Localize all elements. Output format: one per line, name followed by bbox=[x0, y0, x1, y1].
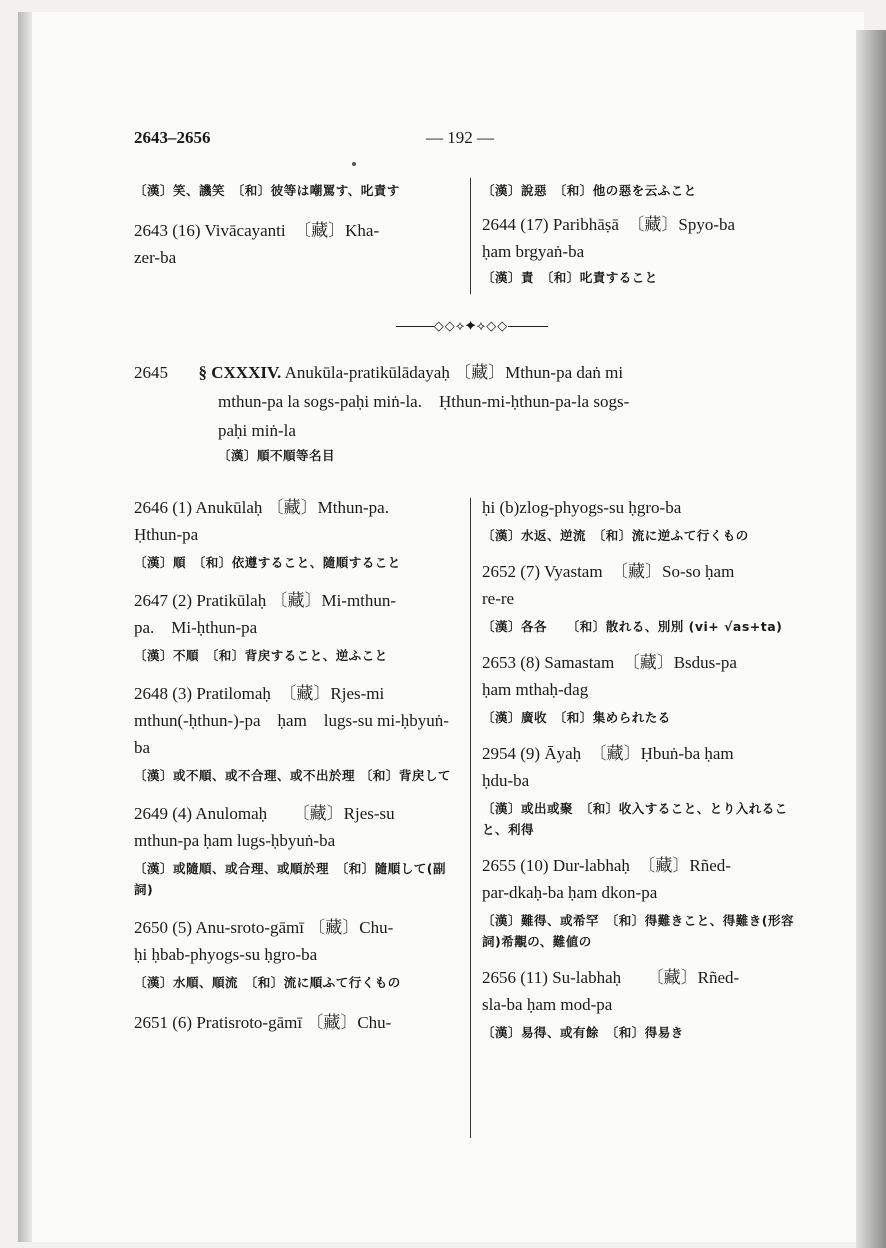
entry-gloss: 〔漢〕或出或聚 〔和〕收入すること、とり入れること、利得 bbox=[482, 801, 788, 837]
entry-2646 bbox=[134, 494, 460, 573]
section-ornament bbox=[386, 318, 556, 334]
top-left-column bbox=[134, 180, 460, 271]
page-number: — 192 — bbox=[426, 128, 494, 147]
ornament-line-right bbox=[508, 326, 548, 327]
left-column bbox=[134, 494, 460, 1036]
entry-gloss: 〔漢〕難得、或希罕 〔和〕得難きこと、得難き(形容詞)希覯の、難値の bbox=[482, 913, 794, 949]
entry-rest: Ḥthun-pa bbox=[134, 525, 199, 544]
section-gloss: 〔漢〕順不順等名目 bbox=[218, 448, 336, 463]
entry-rest: re-re bbox=[482, 589, 515, 608]
entry-2651-cont bbox=[482, 494, 812, 546]
entry-head: 2652 (7) Vyastam 〔藏〕So-so ḥam bbox=[482, 562, 735, 581]
entry-rest: ḥi (b)zlog-phyogs-su ḥgro-ba bbox=[482, 498, 682, 517]
entry-2653 bbox=[482, 649, 812, 728]
top-right-column bbox=[482, 180, 812, 288]
entry-2647 bbox=[134, 587, 460, 666]
entry-gloss: 〔漢〕各各 〔和〕散れる、別別 (vi+ √as+ta) bbox=[482, 619, 783, 634]
entry-2651 bbox=[134, 1009, 460, 1036]
section-title: § CXXXIV. bbox=[198, 363, 282, 382]
entry-2656 bbox=[482, 964, 812, 1043]
ink-speck bbox=[352, 162, 356, 166]
entry-head: 2646 (1) Anukūlaḥ 〔藏〕Mthun-pa. bbox=[134, 498, 389, 517]
section-heading bbox=[134, 358, 814, 466]
entry-rest: mthun(-ḥthun-)-pa ḥam lugs-su mi-ḥbyuṅ-ba bbox=[134, 711, 449, 757]
entry-2643-rest: zer-ba bbox=[134, 248, 177, 267]
entry-2644-head: 2644 (17) Paribhāṣā 〔藏〕Spyo-ba bbox=[482, 215, 736, 234]
entry-gloss: 〔漢〕或隨順、或合理、或順於理 〔和〕隨順して(副詞) bbox=[134, 861, 446, 897]
entry-head: 2653 (8) Samastam 〔藏〕Bsdus-pa bbox=[482, 653, 737, 672]
column-divider-main bbox=[470, 498, 471, 1138]
entry-rest: ḥi ḥbab-phyogs-su ḥgro-ba bbox=[134, 945, 318, 964]
entry-2655 bbox=[482, 852, 812, 952]
entry-rest: ḥdu-ba bbox=[482, 771, 530, 790]
ornament-line-left bbox=[396, 326, 434, 327]
entry-2643-head: 2643 (16) Vivācayanti 〔藏〕Kha- bbox=[134, 221, 380, 240]
entry-2654 bbox=[482, 740, 812, 840]
section-line-1-text: Anukūla-pratikūlādayaḥ 〔藏〕Mthun-pa daṅ mi bbox=[284, 363, 624, 382]
page-outer-edge bbox=[856, 30, 886, 1248]
entry-gloss: 〔漢〕順 〔和〕依遵すること、隨順すること bbox=[134, 555, 401, 570]
column-divider-top bbox=[470, 178, 471, 294]
entry-gloss: 〔漢〕廣收 〔和〕集められたる bbox=[482, 710, 671, 725]
section-line-1 bbox=[134, 358, 814, 387]
entry-head: 2648 (3) Pratilomaḥ 〔藏〕Rjes-mi bbox=[134, 684, 385, 703]
entry-head: 2649 (4) Anulomaḥ 〔藏〕Rjes-su bbox=[134, 804, 395, 823]
entry-2649 bbox=[134, 800, 460, 900]
entry-gloss: 〔漢〕不順 〔和〕背戻すること、逆ふこと bbox=[134, 648, 388, 663]
entry-head: 2651 (6) Pratisroto-gāmī 〔藏〕Chu- bbox=[134, 1013, 392, 1032]
entry-rest: pa. Mi-ḥthun-pa bbox=[134, 618, 258, 637]
entry-rest: par-dkaḥ-ba ḥam dkon-pa bbox=[482, 883, 658, 902]
entry-rest: sla-ba ḥam mod-pa bbox=[482, 995, 613, 1014]
entry-2644-rest: ḥam brgyaṅ-ba bbox=[482, 242, 585, 261]
right-column bbox=[482, 494, 812, 1043]
section-number: 2645 bbox=[134, 363, 168, 382]
entry-head: 2655 (10) Dur-labhaḥ 〔藏〕Rñed- bbox=[482, 856, 731, 875]
entry-gloss: 〔漢〕或不順、或不合理、或不出於理 〔和〕背戻して bbox=[134, 768, 451, 783]
entry-head: 2650 (5) Anu-sroto-gāmī 〔藏〕Chu- bbox=[134, 918, 394, 937]
ornament-glyphs: ◇◇⟡✦⟡◇◇ bbox=[433, 318, 509, 333]
entry-gloss: 〔漢〕水順、順流 〔和〕流に順ふて行くもの bbox=[134, 975, 401, 990]
entry-head: 2954 (9) Āyaḥ 〔藏〕Ḥbuṅ-ba ḥam bbox=[482, 744, 734, 763]
entry-rest: ḥam mthaḥ-dag bbox=[482, 680, 589, 699]
entry-2652 bbox=[482, 558, 812, 637]
entry-range: 2643–2656 bbox=[134, 128, 211, 147]
entry-2650 bbox=[134, 914, 460, 993]
entry-head: 2647 (2) Pratikūlaḥ 〔藏〕Mi-mthun- bbox=[134, 591, 397, 610]
page-binding-edge bbox=[18, 12, 32, 1242]
entry-2644-gloss: 〔漢〕責 〔和〕叱責すること bbox=[482, 270, 658, 285]
gloss-cont: 〔漢〕笑、譏笑 〔和〕彼等は嘲罵す、叱責す bbox=[134, 183, 400, 198]
entry-rest: mthun-pa ḥam lugs-ḥbyuṅ-ba bbox=[134, 831, 336, 850]
entry-head: 2656 (11) Su-labhaḥ 〔藏〕Rñed- bbox=[482, 968, 740, 987]
gloss-cont-right: 〔漢〕說惡 〔和〕他の惡を云ふこと bbox=[482, 183, 697, 198]
section-line-2: mthun-pa la sogs-paḥi miṅ-la. Ḥthun-mi-ḥthun-pa-la sogs- bbox=[218, 392, 630, 411]
section-line-3: paḥi miṅ-la bbox=[218, 421, 296, 440]
entry-gloss: 〔漢〕水返、逆流 〔和〕流に逆ふて行くもの bbox=[482, 528, 749, 543]
running-header bbox=[134, 128, 814, 154]
entry-2648 bbox=[134, 680, 460, 786]
entry-gloss: 〔漢〕易得、或有餘 〔和〕得易き bbox=[482, 1025, 684, 1040]
